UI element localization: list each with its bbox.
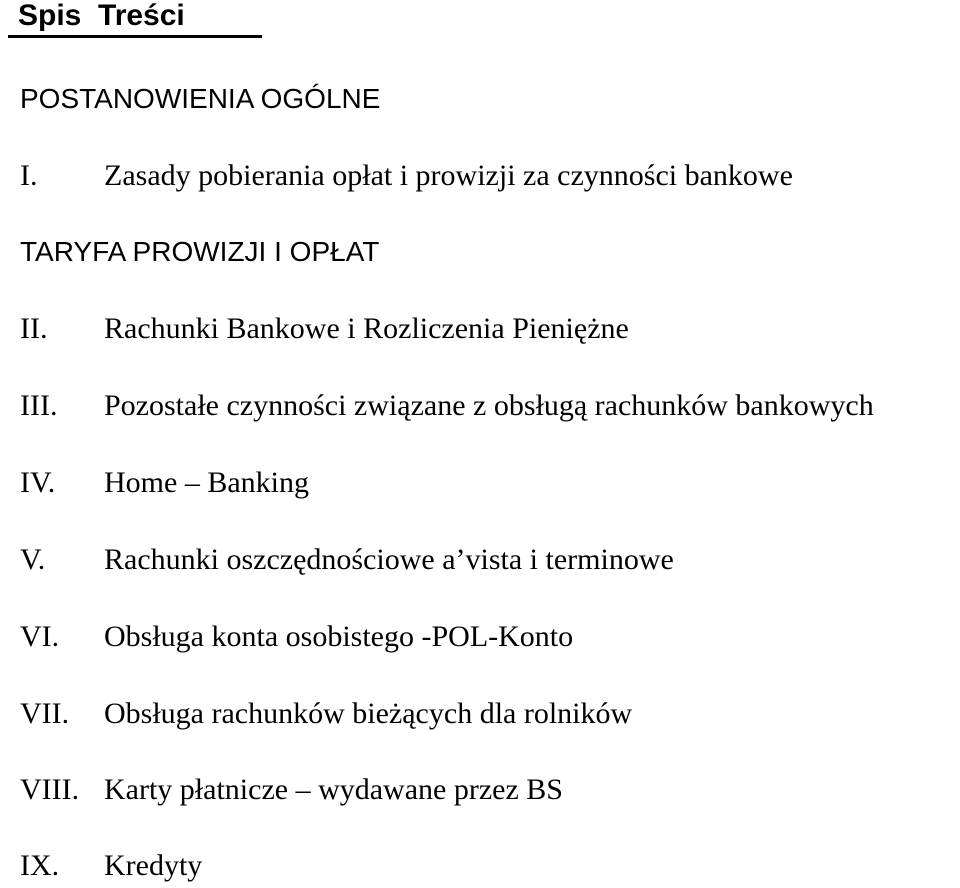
toc-item-number: V.	[20, 543, 46, 576]
toc-item-label: Obsługa rachunków bieżących dla rolników	[104, 697, 633, 730]
toc-item[interactable]	[0, 848, 960, 888]
toc-item-number: II.	[20, 312, 48, 345]
toc-item-label: Obsługa konta osobistego -POL-Konto	[104, 620, 574, 653]
toc-item-label: Kredyty	[104, 849, 203, 882]
toc-item-number: I.	[20, 159, 38, 192]
toc-item[interactable]	[0, 465, 960, 505]
toc-item-label: Zasady pobierania opłat i prowizji za czynności bankowe	[104, 159, 793, 192]
toc-item-label: Pozostałe czynności związane z obsługą rachunków bankowych	[104, 389, 874, 422]
toc-item-label: Rachunki Bankowe i Rozliczenia Pieniężne	[104, 312, 629, 345]
toc-item[interactable]	[0, 311, 960, 351]
page-title: Spis Treści	[18, 0, 185, 32]
toc-item-label: Karty płatnicze – wydawane przez BS	[104, 773, 563, 806]
title-underline	[8, 0, 262, 38]
toc-item[interactable]	[0, 696, 960, 736]
toc-item-number: IX.	[20, 849, 60, 882]
toc-item[interactable]	[0, 158, 960, 198]
toc-item-label: Rachunki oszczędnościowe a’vista i terminowe	[104, 543, 674, 576]
toc-item-number: VIII.	[20, 773, 80, 806]
toc-item-number: VI.	[20, 620, 60, 653]
toc-item[interactable]	[0, 772, 960, 812]
section-heading-tariff: TARYFA PROWIZJI I OPŁAT	[20, 236, 380, 267]
toc-item[interactable]	[0, 619, 960, 659]
toc-item[interactable]	[0, 388, 960, 428]
toc-item-number: VII.	[20, 697, 70, 730]
toc-item[interactable]	[0, 542, 960, 582]
toc-item-label: Home – Banking	[104, 466, 309, 499]
section-heading-general: POSTANOWIENIA OGÓLNE	[20, 83, 381, 114]
toc-item-number: IV.	[20, 466, 56, 499]
toc-item-number: III.	[20, 389, 58, 422]
